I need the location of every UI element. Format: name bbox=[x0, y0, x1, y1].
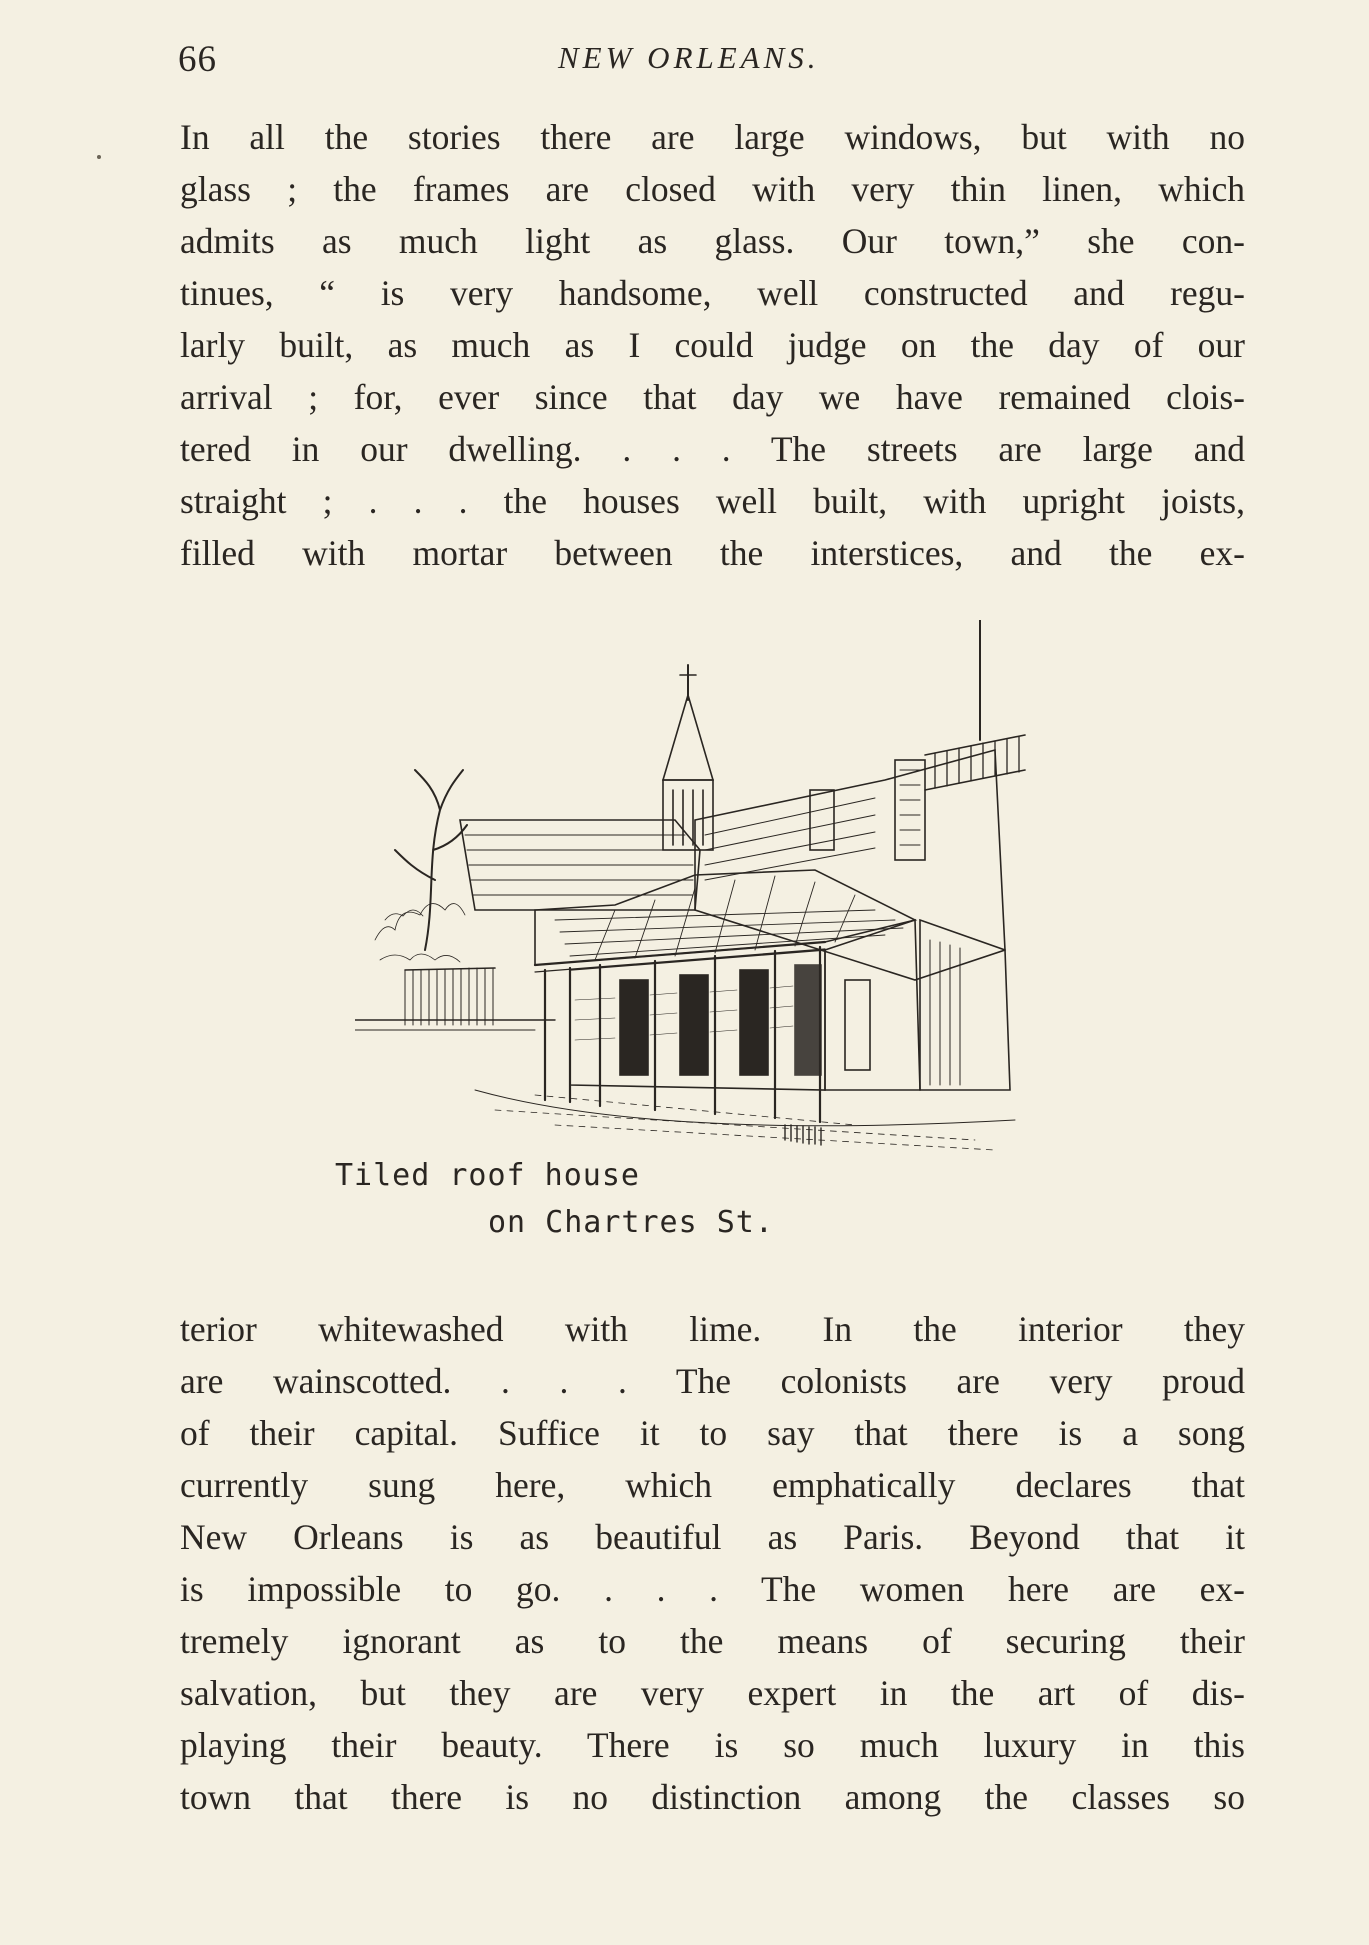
text-line: New Orleans is as beautiful as Paris. Beyond that it bbox=[180, 1517, 1245, 1557]
text-line: straight ; . . . the houses well built, with upright joists, bbox=[180, 481, 1245, 521]
margin-speck bbox=[97, 155, 101, 159]
page-number: 66 bbox=[178, 39, 217, 80]
text-line: filled with mortar between the interstices, and the ex- bbox=[180, 533, 1245, 573]
text-line: arrival ; for, ever since that day we have remained clois- bbox=[180, 377, 1245, 417]
illustration-caption-line-1: Tiled roof house bbox=[335, 1158, 640, 1193]
text-line: playing their beauty. There is so much luxury in this bbox=[180, 1725, 1245, 1765]
paragraph-top bbox=[180, 111, 1245, 579]
text-line: of their capital. Suffice it to say that there is a song bbox=[180, 1413, 1245, 1453]
text-line: salvation, but they are very expert in the art of dis- bbox=[180, 1673, 1245, 1713]
text-line: admits as much light as glass. Our town,” she con- bbox=[180, 221, 1245, 261]
text-line: In all the stories there are large windows, but with no bbox=[180, 117, 1245, 157]
illustration-caption-line-2: on Chartres St. bbox=[488, 1205, 774, 1240]
text-line: glass ; the frames are closed with very thin linen, which bbox=[180, 169, 1245, 209]
tiled-roof-house-illustration bbox=[355, 620, 1075, 1180]
text-line: terior whitewashed with lime. In the interior they bbox=[180, 1309, 1245, 1349]
text-line: currently sung here, which emphatically declares that bbox=[180, 1465, 1245, 1505]
text-line: are wainscotted. . . . The colonists are very proud bbox=[180, 1361, 1245, 1401]
text-line: town that there is no distinction among the classes so bbox=[180, 1777, 1245, 1817]
text-line: tinues, “ is very handsome, well constructed and regu- bbox=[180, 273, 1245, 313]
running-head: NEW ORLEANS. bbox=[558, 40, 820, 75]
text-line: larly built, as much as I could judge on the day of our bbox=[180, 325, 1245, 365]
text-line: is impossible to go. . . . The women here are ex- bbox=[180, 1569, 1245, 1609]
paragraph-bottom bbox=[180, 1303, 1245, 1823]
text-line: tremely ignorant as to the means of securing their bbox=[180, 1621, 1245, 1661]
page-header bbox=[178, 38, 1248, 88]
text-line: tered in our dwelling. . . . The streets are large and bbox=[180, 429, 1245, 469]
